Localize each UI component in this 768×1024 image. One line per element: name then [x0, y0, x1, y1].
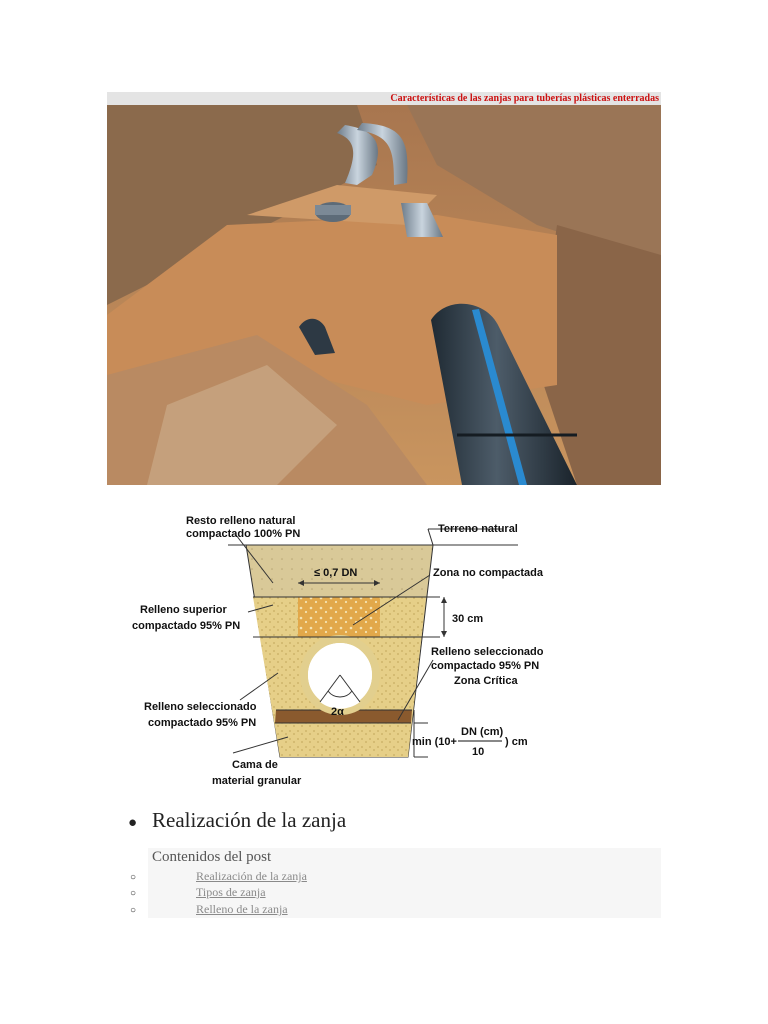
toc-item	[130, 884, 266, 900]
circle-bullet-icon: ○	[130, 905, 137, 916]
label-formula-numerator: DN (cm)	[461, 726, 504, 738]
label-formula-denominator: 10	[472, 746, 485, 758]
label-resto-relleno-2: compactado 100% PN	[186, 528, 301, 540]
label-cama-1: Cama de	[232, 759, 278, 771]
section-heading-text: Realización de la zanja	[152, 808, 347, 832]
trench-photo-image	[107, 105, 661, 485]
label-zona-critica: Zona Crítica	[454, 675, 518, 687]
toc-link-relleno[interactable]: Relleno de la zanja	[196, 902, 288, 916]
toc-title: Contenidos del post	[152, 849, 272, 865]
photo-caption: Características de las zanjas para tuberías plásticas enterradas	[390, 93, 659, 104]
label-cama-2: material granular	[212, 775, 302, 787]
toc-link-tipos[interactable]: Tipos de zanja	[196, 885, 266, 899]
trench-photo	[107, 92, 661, 485]
trench-cross-section-diagram	[128, 505, 558, 790]
label-relleno-sel-right-1: Relleno seleccionado	[431, 646, 544, 658]
circle-bullet-icon: ○	[130, 888, 137, 899]
label-zona-no-compactada: Zona no compactada	[433, 567, 544, 579]
table-of-contents	[130, 848, 661, 918]
toc-item	[130, 868, 307, 884]
section-heading	[128, 806, 346, 834]
label-formula-unit: ) cm	[505, 736, 528, 748]
label-relleno-sel-left-2: compactado 95% PN	[148, 717, 257, 729]
label-resto-relleno-1: Resto relleno natural	[186, 515, 296, 527]
label-width-note: ≤ 0,7 DN	[314, 567, 358, 579]
label-angle: 2α	[331, 706, 344, 718]
toc-link-realizacion[interactable]: Realización de la zanja	[196, 869, 307, 883]
label-relleno-sel-left-1: Relleno seleccionado	[144, 701, 257, 713]
bullet-icon: ●	[128, 815, 138, 831]
label-relleno-sel-right-2: compactado 95% PN	[431, 660, 540, 672]
label-30-cm: 30 cm	[452, 613, 484, 625]
photo-caption-bar	[107, 92, 661, 105]
label-relleno-superior-2: compactado 95% PN	[132, 620, 241, 632]
label-relleno-superior-1: Relleno superior	[140, 604, 227, 616]
circle-bullet-icon: ○	[130, 872, 137, 883]
label-terreno-natural: Terreno natural	[438, 523, 518, 535]
label-formula-min: min (10+	[412, 736, 457, 748]
toc-item	[130, 901, 288, 917]
